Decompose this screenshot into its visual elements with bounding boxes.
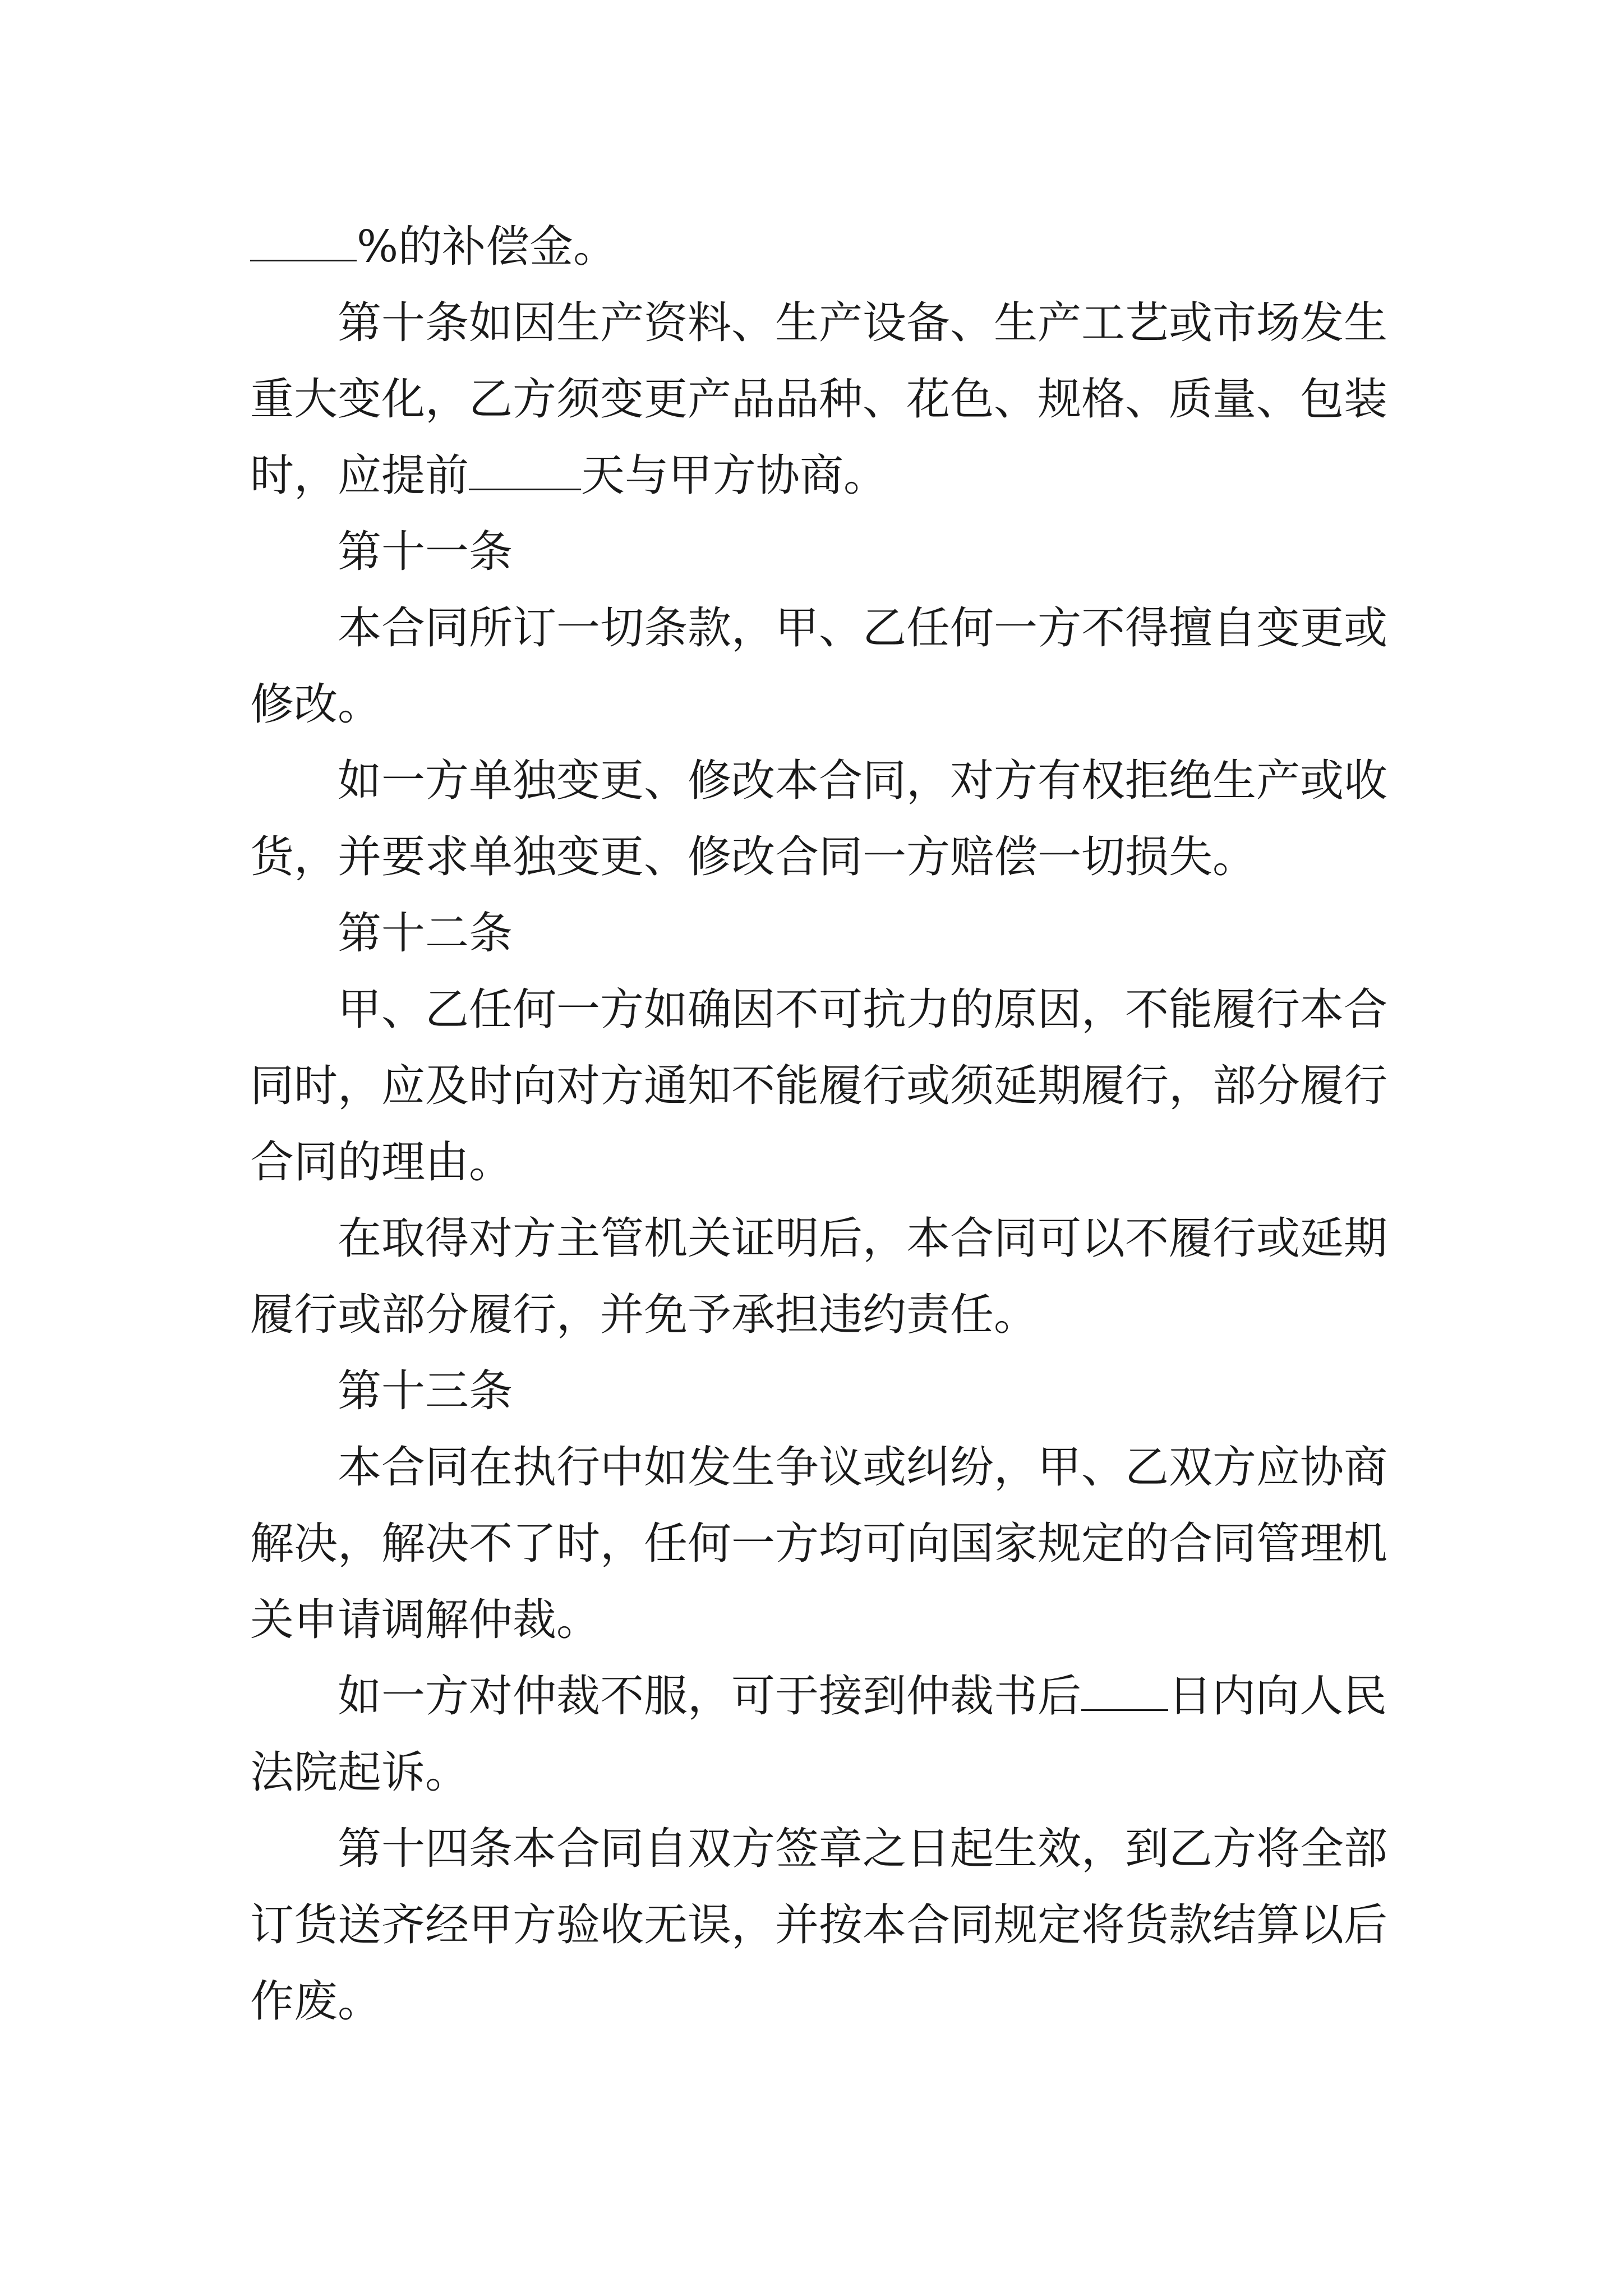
text-fragment: 时，应提前 [250,450,469,501]
article-12-para-2-line-2: 履行或部分履行，并免予承担违约责任。 [250,1290,1038,1340]
article-13-para-2-line-2: 法院起诉。 [250,1747,469,1798]
article-13-para-1-line-2: 解决，解决不了时，任何一方均可向国家规定的合同管理机 [250,1519,1388,1569]
article-11-heading: 第十一条 [338,527,513,577]
article-11-para-2-line-1: 如一方单独变更、修改本合同，对方有权拒绝生产或收 [338,756,1388,806]
article-10-line-3 [250,438,1383,514]
article-14-line-2: 订货送齐经甲方验收无误，并按本合同规定将货款结算以后 [250,1900,1388,1950]
fill-blank-percentage [250,224,357,261]
text-fragment: %的补偿金。 [357,222,617,272]
article-10-line-1: 第十条如因生产资料、生产设备、生产工艺或市场发生 [338,298,1388,348]
fill-blank-days [469,453,581,490]
article-10-line-2: 重大变化，乙方须变更产品品种、花色、规格、质量、包装 [250,374,1388,425]
article-13-para-1-line-3: 关申请调解仲裁。 [250,1595,601,1645]
article-12-para-1-line-2: 同时，应及时向对方通知不能履行或须延期履行，部分履行 [250,1061,1388,1111]
article-12-para-1-line-1: 甲、乙任何一方如确因不可抗力的原因，不能履行本合 [338,984,1388,1035]
article-12-para-2-line-1: 在取得对方主管机关证明后，本合同可以不履行或延期 [338,1213,1388,1264]
article-12-para-1-line-3: 合同的理由。 [250,1137,513,1188]
article-11-para-1-line-1: 本合同所订一切条款，甲、乙任何一方不得擅自变更或 [338,603,1388,654]
article-13-para-1-line-1: 本合同在执行中如发生争议或纠纷，甲、乙双方应协商 [338,1442,1388,1493]
text-fragment: 天与甲方协商。 [581,450,888,501]
article-11-para-1-line-2: 修改。 [250,679,382,730]
article-12-heading: 第十二条 [338,908,513,959]
text-line-compensation [250,209,1383,285]
text-fragment: 日内向人民 [1168,1671,1387,1722]
article-11-para-2-line-2: 货，并要求单独变更、修改合同一方赔偿一切损失。 [250,832,1257,882]
contract-body [250,209,1388,2040]
article-14-line-1: 第十四条本合同自双方签章之日起生效，到乙方将全部 [338,1824,1388,1874]
text-fragment: 如一方对仲裁不服，可于接到仲裁书后 [338,1671,1082,1722]
article-14-line-3: 作废。 [250,1976,382,2027]
article-13-para-2-line-1 [250,1658,1387,1734]
article-13-heading: 第十三条 [338,1366,513,1416]
fill-blank-days [1081,1673,1168,1711]
